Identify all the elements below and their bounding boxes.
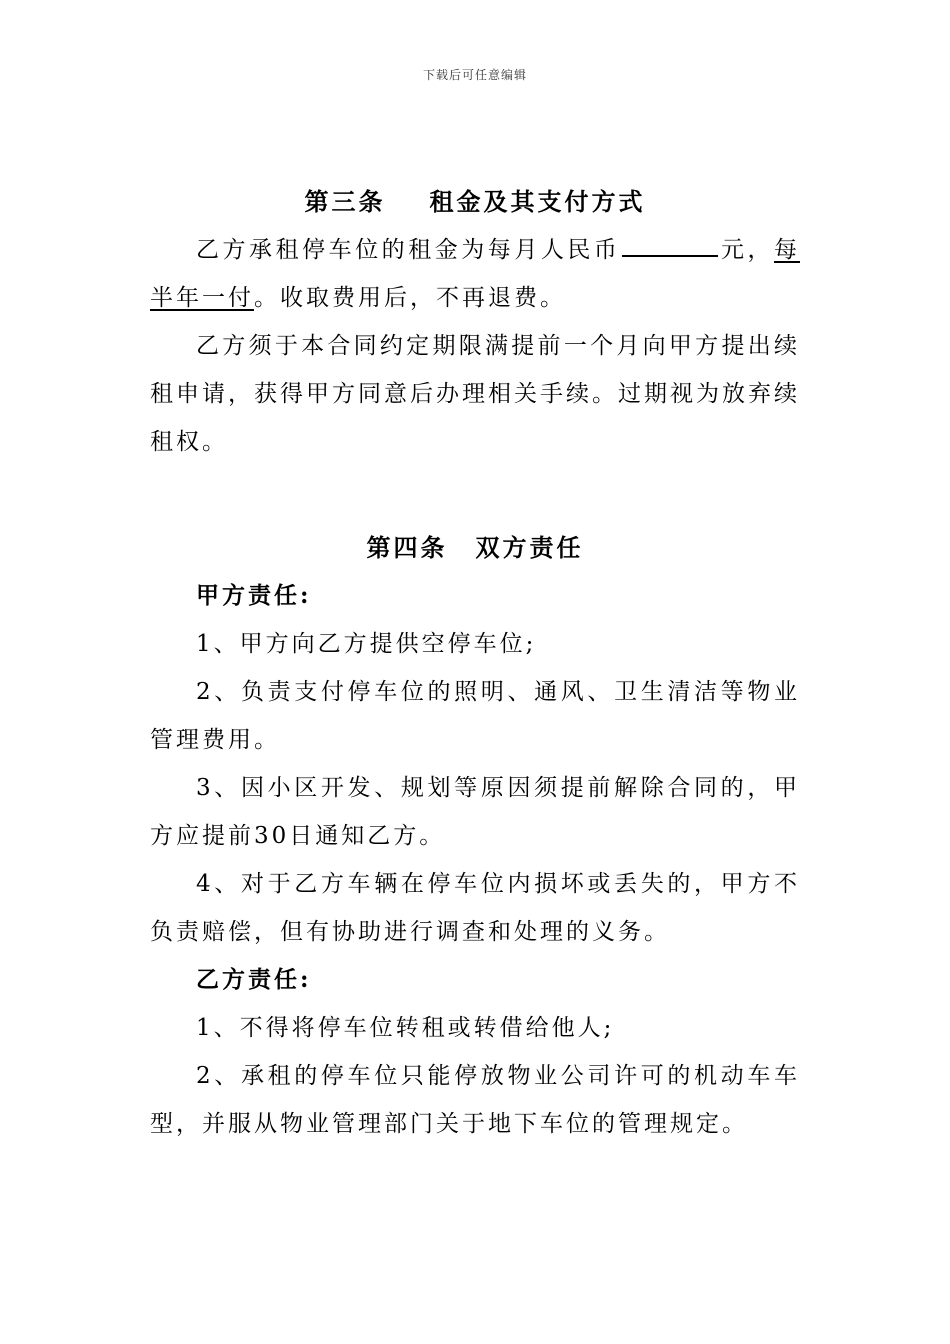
article-3-paragraph-2: 乙方须于本合同约定期限满提前一个月向甲方提出续租申请，获得甲方同意后办理相关手续。过期视为放弃续租权。	[150, 333, 800, 455]
party-b-item-2: 2、承租的停车位只能停放物业公司许可的机动车车型，并服从物业管理部门关于地下车位的管理规定。	[150, 1063, 800, 1137]
party-a-item-3: 3、因小区开发、规划等原因须提前解除合同的，甲方应提前30日通知乙方。	[150, 775, 800, 849]
payment-frequency-underlined: 每半年一付	[150, 237, 801, 311]
party-b-item-1: 1、不得将停车位转租或转借给他人;	[196, 1015, 615, 1041]
article-3-number: 第三条	[304, 187, 386, 216]
article-3-title: 租金及其支付方式	[429, 187, 646, 216]
party-b-label: 乙方责任:	[196, 966, 312, 993]
rent-amount-blank	[622, 235, 718, 257]
no-refund-text: 。收取费用后，不再退费。	[254, 285, 566, 311]
document-body	[150, 178, 800, 1148]
article-4-title: 双方责任	[475, 533, 584, 562]
rent-unit-text: 元，	[720, 237, 775, 263]
party-a-item-1: 1、甲方向乙方提供空停车位;	[196, 631, 537, 657]
article-3-heading	[150, 178, 800, 226]
rent-text: 乙方承租停车位的租金为每月人民币	[196, 237, 621, 263]
party-a-label: 甲方责任:	[196, 582, 312, 609]
party-a-item-4: 4、对于乙方车辆在停车位内损坏或丢失的，甲方不负责赔偿，但有协助进行调查和处理的义务。	[150, 871, 800, 945]
article-4-number: 第四条	[366, 533, 448, 562]
party-a-item-2: 2、负责支付停车位的照明、通风、卫生清洁等物业管理费用。	[150, 679, 800, 753]
article-4-heading	[150, 524, 800, 572]
article-3-paragraph-1	[150, 226, 800, 322]
watermark-header: 下载后可任意编辑	[422, 68, 527, 82]
